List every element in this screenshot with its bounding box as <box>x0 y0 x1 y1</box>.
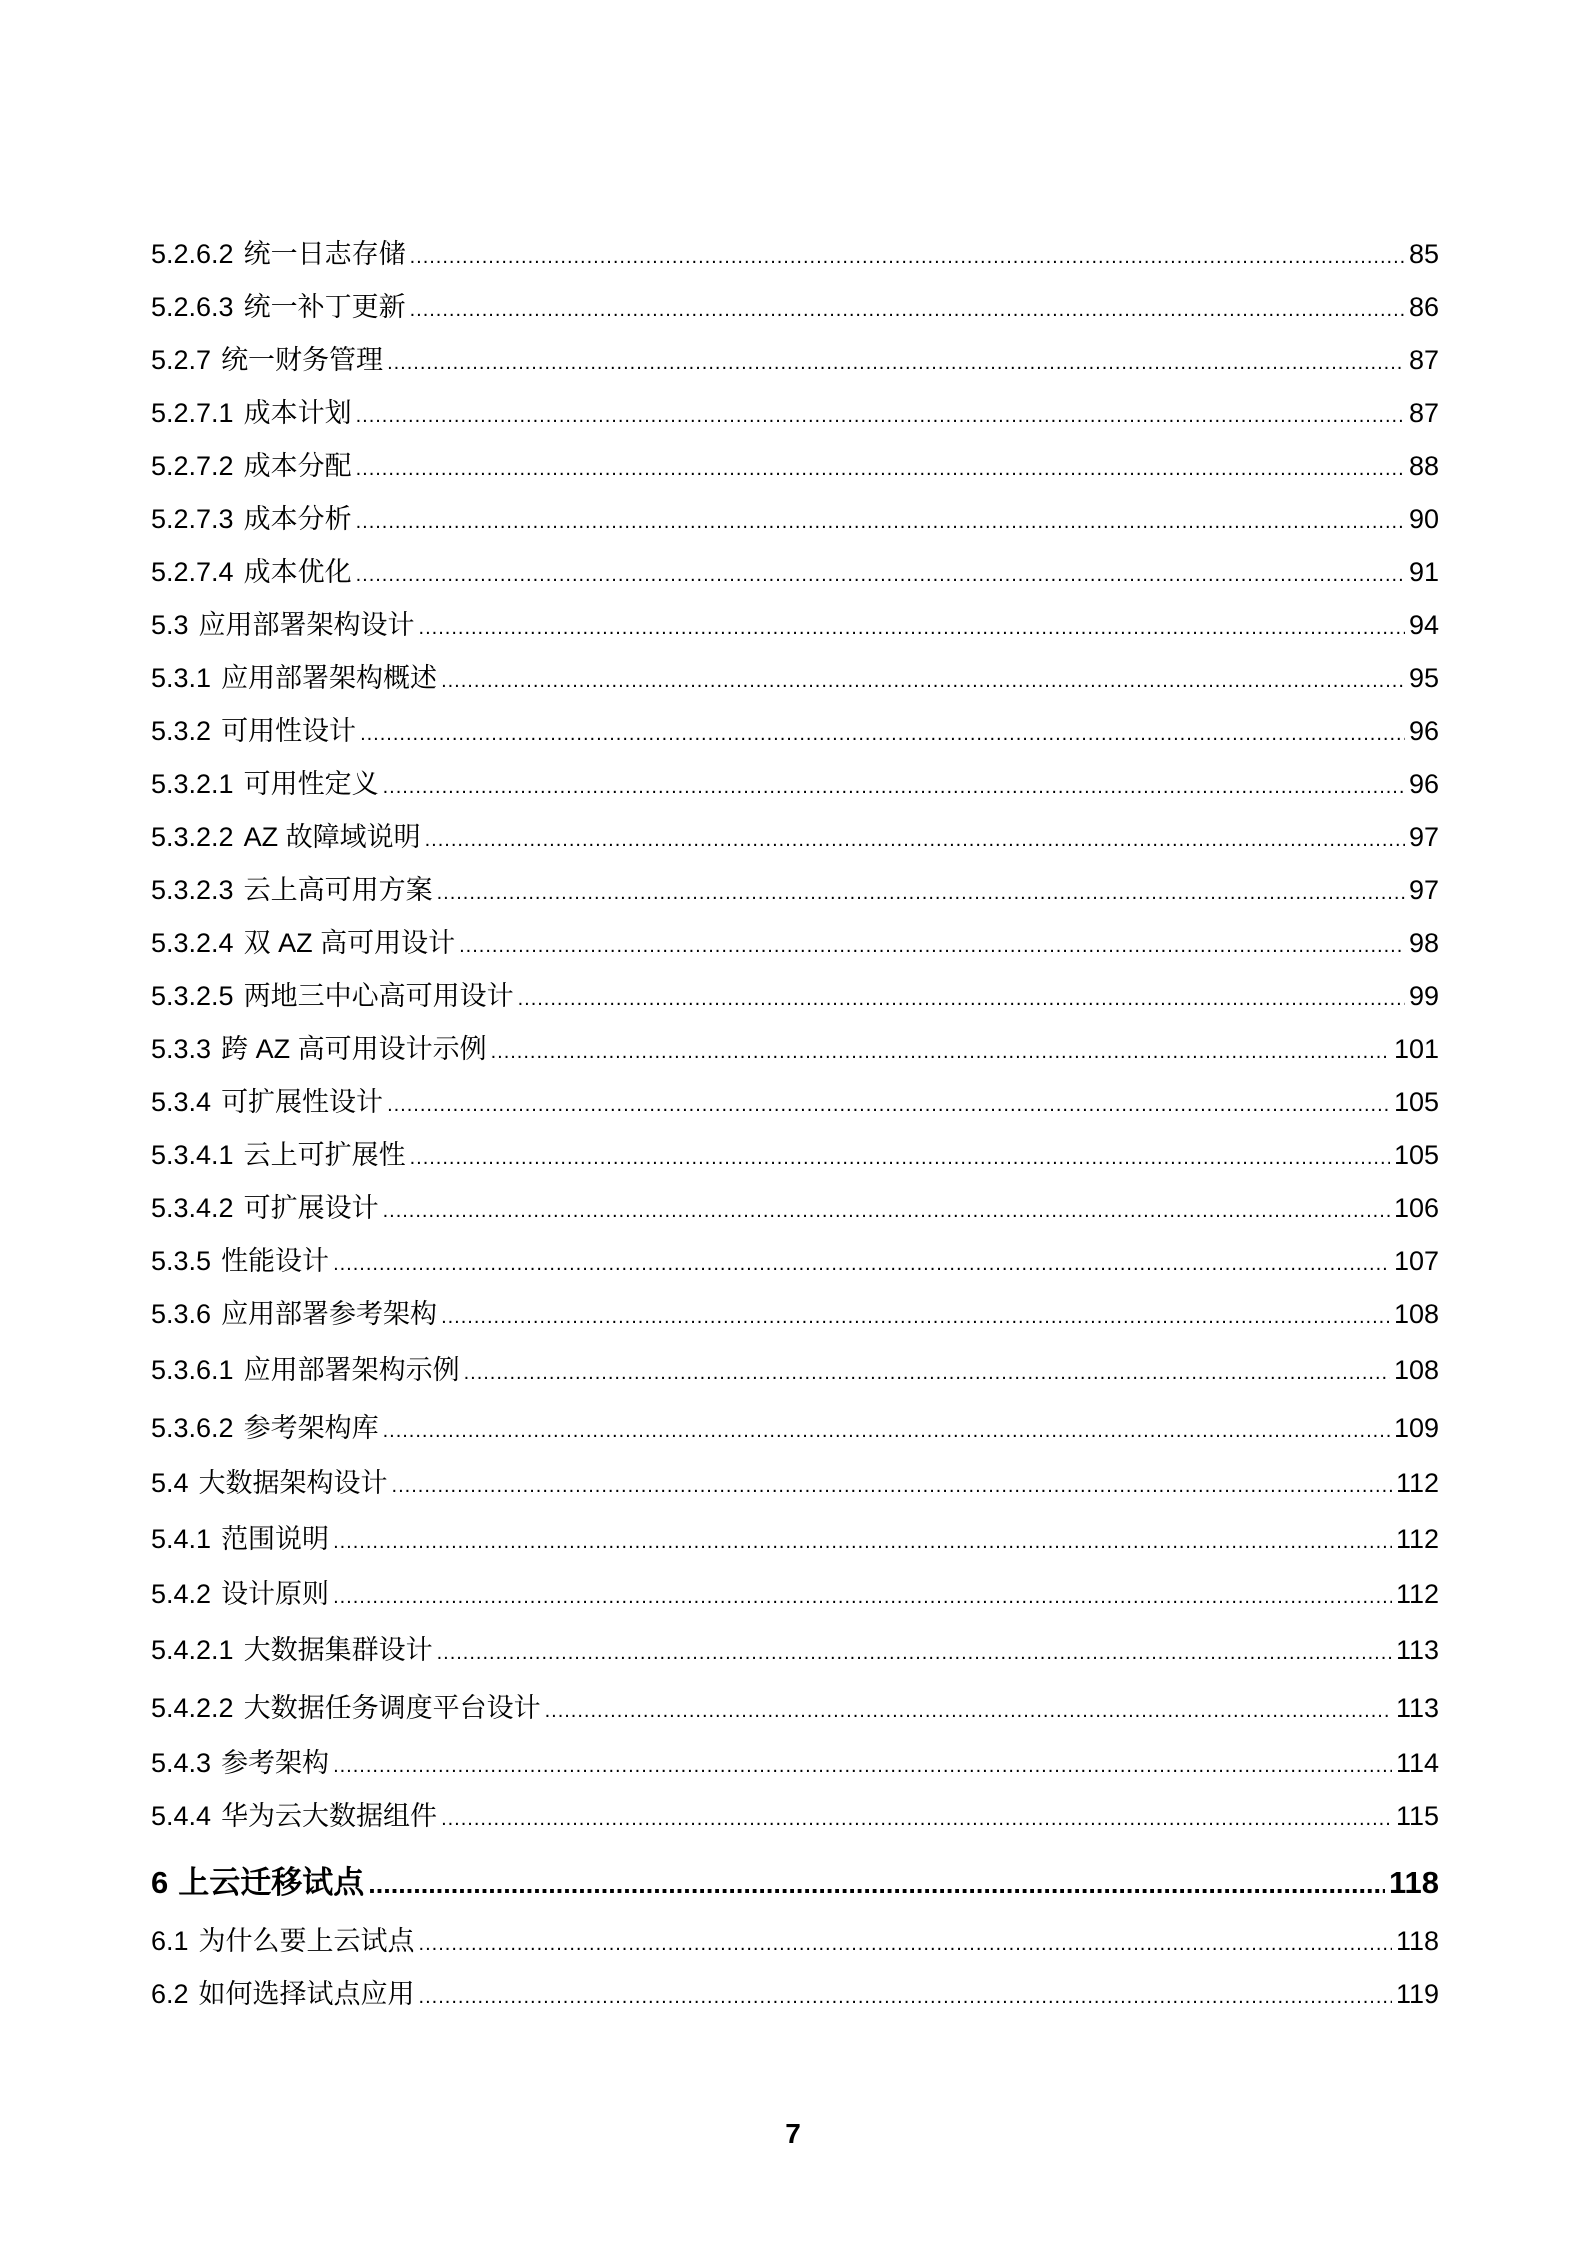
toc-entry[interactable] <box>151 334 1439 387</box>
toc-entry[interactable] <box>151 705 1439 758</box>
toc-number: 5.3.3 <box>151 1034 212 1064</box>
toc-leader-dots <box>441 1288 1390 1344</box>
toc-entry[interactable] <box>151 652 1439 705</box>
toc-label <box>151 334 383 387</box>
toc-leader-dots <box>387 1076 1390 1132</box>
toc-page-number: 105 <box>1393 1140 1439 1170</box>
toc-leader-dots <box>383 1182 1390 1238</box>
toc-page-number: 91 <box>1408 557 1439 587</box>
toc-leader-dots <box>383 758 1405 814</box>
toc-leader-dots <box>419 599 1405 655</box>
toc-leader-dots <box>356 493 1405 549</box>
toc-entry[interactable] <box>151 387 1439 440</box>
toc-label <box>151 1790 437 1843</box>
toc-title: 云上高可用方案 <box>243 875 433 905</box>
toc-number: 5.3.5 <box>151 1246 212 1276</box>
toc-title: 成本计划 <box>243 398 352 428</box>
toc-leader-dots <box>437 1621 1392 1682</box>
toc-number: 6.1 <box>151 1926 189 1956</box>
toc-page-number: 118 <box>1395 1926 1439 1956</box>
toc-number: 5.3.6.2 <box>151 1413 234 1443</box>
toc-title: 参考架构库 <box>243 1413 379 1443</box>
toc-entry[interactable] <box>151 1737 1439 1790</box>
toc-title: 可扩展性设计 <box>221 1087 384 1117</box>
toc-entry[interactable] <box>151 1399 1439 1457</box>
toc-number: 5.3 <box>151 610 189 640</box>
toc-number: 5.3.2.1 <box>151 769 234 799</box>
toc-label <box>151 1457 388 1510</box>
toc-number: 5.4.2.2 <box>151 1693 234 1723</box>
toc-page-number: 113 <box>1395 1693 1439 1723</box>
toc-entry[interactable] <box>151 1288 1439 1341</box>
toc-leader-dots <box>545 1679 1392 1740</box>
toc-label <box>151 1851 364 1915</box>
toc-label <box>151 440 352 493</box>
toc-leader-dots <box>356 440 1405 496</box>
toc-label <box>151 281 406 334</box>
toc-title: 应用部署架构概述 <box>221 663 438 693</box>
toc-page-number: 108 <box>1393 1299 1439 1329</box>
toc-leader-dots <box>425 811 1405 867</box>
toc-leader-dots <box>464 1341 1390 1402</box>
toc-title: 可扩展设计 <box>243 1193 379 1223</box>
toc-leader-dots <box>410 1129 1390 1185</box>
toc-label <box>151 1288 437 1341</box>
page-number: 7 <box>785 2118 801 2149</box>
toc-leader-dots <box>419 1968 1392 2024</box>
toc-label <box>151 1737 329 1790</box>
toc-number: 5.4.3 <box>151 1748 212 1778</box>
toc-entry[interactable] <box>151 1341 1439 1399</box>
toc-number: 5.3.2.2 <box>151 822 234 852</box>
toc-leader-dots <box>410 228 1405 284</box>
toc-entry[interactable] <box>151 1023 1439 1076</box>
toc-leader-dots <box>356 546 1405 602</box>
toc-leader-dots <box>441 1790 1392 1846</box>
toc-label <box>151 1915 415 1968</box>
toc-page-number: 108 <box>1393 1355 1439 1385</box>
toc-number: 5.3.2.5 <box>151 981 234 1011</box>
toc-label <box>151 864 433 917</box>
toc-leader-dots <box>441 652 1405 708</box>
toc-entry[interactable] <box>151 1182 1439 1235</box>
toc-page-number: 86 <box>1408 292 1439 322</box>
toc-number: 6.2 <box>151 1979 189 2009</box>
toc-number: 5.2.6.3 <box>151 292 234 322</box>
toc-label <box>151 1968 415 2021</box>
toc-number: 5.3.4.2 <box>151 1193 234 1223</box>
toc-page-number: 85 <box>1408 239 1439 269</box>
toc-entry[interactable] <box>151 1129 1439 1182</box>
toc-label <box>151 970 514 1023</box>
toc-title: 设计原则 <box>221 1579 330 1609</box>
toc-title: 华为云大数据组件 <box>221 1801 438 1831</box>
toc-title: 应用部署参考架构 <box>221 1299 438 1329</box>
toc-label <box>151 1621 433 1679</box>
toc-page-number: 96 <box>1408 716 1439 746</box>
toc-entry[interactable] <box>151 864 1439 917</box>
toc-title: 统一日志存储 <box>243 239 406 269</box>
toc-label <box>151 1076 383 1129</box>
toc-page-number: 112 <box>1395 1524 1439 1554</box>
toc-entry[interactable] <box>151 1568 1439 1621</box>
toc-entry[interactable] <box>151 758 1439 811</box>
toc-label <box>151 917 455 970</box>
toc-leader-dots <box>383 1399 1390 1460</box>
toc-leader-dots <box>360 705 1405 761</box>
toc-leader-dots <box>491 1023 1390 1079</box>
toc-title: 性能设计 <box>221 1246 330 1276</box>
toc-entry[interactable] <box>151 1510 1439 1568</box>
toc-title: 可用性定义 <box>243 769 379 799</box>
toc-leader-dots <box>333 1510 1392 1571</box>
toc-entry[interactable] <box>151 1790 1439 1843</box>
toc-title: 为什么要上云试点 <box>198 1926 415 1956</box>
toc-leader-dots <box>410 281 1405 337</box>
toc-page-number: 88 <box>1408 451 1439 481</box>
toc-label <box>151 705 356 758</box>
toc-label <box>151 387 352 440</box>
toc-chapter-entry[interactable] <box>151 1851 1439 1915</box>
toc-page-number: 105 <box>1393 1087 1439 1117</box>
toc-label <box>151 1341 460 1399</box>
toc-leader-dots <box>437 864 1405 920</box>
table-of-contents <box>151 228 1439 2021</box>
toc-entry[interactable] <box>151 1457 1439 1510</box>
toc-page-number: 94 <box>1408 610 1439 640</box>
toc-page-number: 107 <box>1393 1246 1439 1276</box>
toc-title: 成本分配 <box>243 451 352 481</box>
toc-entry[interactable] <box>151 1621 1439 1679</box>
toc-title: 应用部署架构示例 <box>243 1355 460 1385</box>
toc-entry[interactable] <box>151 917 1439 970</box>
toc-title: 统一补丁更新 <box>243 292 406 322</box>
toc-entry[interactable] <box>151 228 1439 281</box>
toc-title: 成本优化 <box>243 557 352 587</box>
toc-entry[interactable] <box>151 440 1439 493</box>
toc-page-number: 114 <box>1395 1748 1439 1778</box>
toc-title: 参考架构 <box>221 1748 330 1778</box>
toc-page-number: 119 <box>1395 1979 1439 2009</box>
toc-leader-dots <box>387 334 1405 390</box>
toc-number: 5.4.2 <box>151 1579 212 1609</box>
toc-number: 5.2.7.3 <box>151 504 234 534</box>
toc-page-number: 87 <box>1408 345 1439 375</box>
toc-number: 5.3.1 <box>151 663 212 693</box>
toc-leader-dots <box>333 1235 1390 1291</box>
toc-label <box>151 811 421 864</box>
toc-page-number: 95 <box>1408 663 1439 693</box>
toc-page-number: 87 <box>1408 398 1439 428</box>
toc-page-number: 96 <box>1408 769 1439 799</box>
toc-entry[interactable] <box>151 1915 1439 1968</box>
toc-number: 5.3.2 <box>151 716 212 746</box>
toc-leader-dots <box>368 1851 1385 1916</box>
toc-number: 5.2.7.1 <box>151 398 234 428</box>
toc-page-number: 90 <box>1408 504 1439 534</box>
toc-number: 5.2.6.2 <box>151 239 234 269</box>
toc-number: 5.4.4 <box>151 1801 212 1831</box>
toc-title: 统一财务管理 <box>221 345 384 375</box>
toc-page-number: 98 <box>1408 928 1439 958</box>
toc-entry[interactable] <box>151 1968 1439 2021</box>
toc-page-number: 97 <box>1408 875 1439 905</box>
toc-label <box>151 1129 406 1182</box>
toc-page-number: 106 <box>1393 1193 1439 1223</box>
toc-leader-dots <box>333 1568 1392 1624</box>
toc-page-number: 101 <box>1393 1034 1439 1064</box>
toc-label <box>151 1399 379 1457</box>
toc-title: 范围说明 <box>221 1524 330 1554</box>
toc-leader-dots <box>419 1915 1392 1971</box>
toc-number: 5.3.6 <box>151 1299 212 1329</box>
toc-entry[interactable] <box>151 970 1439 1023</box>
toc-title: 大数据集群设计 <box>243 1635 433 1665</box>
toc-number: 5.3.4 <box>151 1087 212 1117</box>
toc-title: 双 AZ 高可用设计 <box>243 928 456 958</box>
toc-title: 可用性设计 <box>221 716 357 746</box>
toc-label <box>151 228 406 281</box>
toc-number: 5.4.1 <box>151 1524 212 1554</box>
toc-number: 5.4.2.1 <box>151 1635 234 1665</box>
toc-label <box>151 758 379 811</box>
toc-label <box>151 599 415 652</box>
toc-number: 5.3.2.4 <box>151 928 234 958</box>
toc-page-number: 112 <box>1395 1468 1439 1498</box>
toc-entry[interactable] <box>151 811 1439 864</box>
toc-label <box>151 546 352 599</box>
toc-entry[interactable] <box>151 1076 1439 1129</box>
toc-number: 5.2.7.2 <box>151 451 234 481</box>
toc-page-number: 97 <box>1408 822 1439 852</box>
toc-label <box>151 1182 379 1235</box>
toc-entry[interactable] <box>151 1679 1439 1737</box>
toc-title: 跨 AZ 高可用设计示例 <box>221 1034 487 1064</box>
toc-number: 5.3.6.1 <box>151 1355 234 1385</box>
toc-leader-dots <box>459 917 1405 973</box>
toc-entry[interactable] <box>151 599 1439 652</box>
toc-entry[interactable] <box>151 493 1439 546</box>
toc-title: 云上可扩展性 <box>243 1140 406 1170</box>
toc-title: 大数据架构设计 <box>198 1468 388 1498</box>
toc-title: 如何选择试点应用 <box>198 1979 415 2009</box>
toc-label <box>151 493 352 546</box>
toc-leader-dots <box>356 387 1405 443</box>
toc-page-number: 113 <box>1395 1635 1439 1665</box>
toc-entry[interactable] <box>151 546 1439 599</box>
toc-number: 5.2.7 <box>151 345 212 375</box>
toc-leader-dots <box>518 970 1405 1026</box>
toc-leader-dots <box>333 1737 1392 1793</box>
toc-leader-dots <box>392 1457 1392 1513</box>
toc-page-number: 112 <box>1395 1579 1439 1609</box>
toc-number: 6 <box>151 1865 169 1900</box>
toc-title: 应用部署架构设计 <box>198 610 415 640</box>
toc-number: 5.3.2.3 <box>151 875 234 905</box>
toc-entry[interactable] <box>151 1235 1439 1288</box>
toc-page-number: 109 <box>1393 1413 1439 1443</box>
toc-title: 成本分析 <box>243 504 352 534</box>
toc-label <box>151 652 437 705</box>
toc-title: 大数据任务调度平台设计 <box>243 1693 541 1723</box>
toc-title: 上云迁移试点 <box>178 1865 365 1900</box>
toc-title: AZ 故障域说明 <box>243 822 421 852</box>
toc-page-number: 115 <box>1395 1801 1439 1831</box>
toc-number: 5.3.4.1 <box>151 1140 234 1170</box>
toc-page-number: 99 <box>1408 981 1439 1011</box>
toc-page-number: 118 <box>1388 1865 1439 1900</box>
toc-label <box>151 1568 329 1621</box>
toc-number: 5.2.7.4 <box>151 557 234 587</box>
toc-entry[interactable] <box>151 281 1439 334</box>
toc-label <box>151 1510 329 1568</box>
toc-number: 5.4 <box>151 1468 189 1498</box>
toc-label <box>151 1235 329 1288</box>
toc-label <box>151 1679 541 1737</box>
toc-title: 两地三中心高可用设计 <box>243 981 514 1011</box>
toc-label <box>151 1023 487 1076</box>
